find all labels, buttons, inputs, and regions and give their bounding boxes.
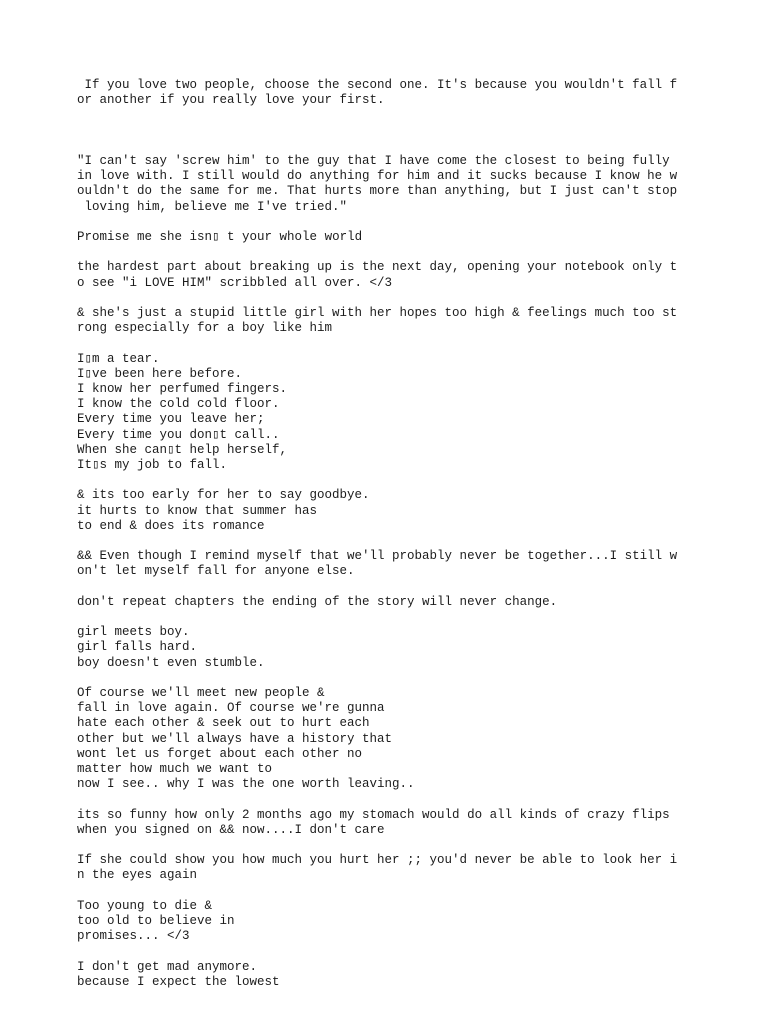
text-line: If you love two people, choose the second one. It's because you wouldn't fall f (77, 78, 678, 92)
paragraph (77, 352, 697, 474)
text-line: If she could show you how much you hurt her ;; you'd never be able to look her i (77, 853, 678, 868)
paragraph (77, 488, 697, 534)
text-line: loving him, believe me I've tried." (77, 199, 348, 214)
text-line: & its too early for her to say goodbye. (77, 488, 370, 503)
paragraph (77, 549, 697, 579)
text-line: Too young to die & (77, 898, 213, 913)
text-line: it hurts to know that summer has (77, 503, 318, 518)
text-line: to end & does its romance (77, 518, 265, 533)
paragraph (77, 260, 697, 290)
text-line: girl falls hard. (77, 640, 198, 655)
text-line: n the eyes again (77, 868, 198, 883)
text-line: Every time you leave her; (77, 412, 265, 427)
text-line: Promise me she isn▯ t your whole world (77, 230, 363, 244)
text-line: other but we'll always have a history that (77, 731, 393, 746)
text-line: promises... </3 (77, 929, 190, 944)
text-line: rong especially for a boy like him (77, 321, 333, 336)
text-line: I know the cold cold floor. (77, 397, 280, 412)
paragraph (77, 960, 697, 990)
paragraph (77, 154, 697, 215)
document-body (77, 78, 697, 1005)
paragraph (77, 853, 697, 883)
text-line: don't repeat chapters the ending of the story will never change. (77, 594, 558, 609)
paragraph (77, 808, 697, 838)
paragraph (77, 595, 697, 610)
text-line: boy doesn't even stumble. (77, 655, 265, 670)
paragraph (77, 625, 697, 671)
text-line: I▯m a tear. (77, 351, 160, 366)
text-line: or another if you really love your first. (77, 93, 385, 108)
text-line: now I see.. why I was the one worth leaving.. (77, 777, 415, 792)
text-line: because I expect the lowest (77, 974, 280, 989)
text-line: on't let myself fall for anyone else. (77, 564, 355, 579)
text-line: in love with. I still would do anything for him and it sucks because I know he w (77, 169, 678, 184)
text-line: Of course we'll meet new people & (77, 685, 325, 700)
text-line: matter how much we want to (77, 761, 273, 776)
text-line: girl meets boy. (77, 625, 190, 640)
text-line: when you signed on && now....I don't care (77, 822, 385, 837)
paragraph (77, 686, 697, 792)
text-line: I don't get mad anymore. (77, 959, 258, 974)
text-line: When she can▯t help herself, (77, 442, 288, 457)
text-line: hate each other & seek out to hurt each (77, 716, 370, 731)
text-line: && Even though I remind myself that we'll probably never be together...I still w (77, 549, 678, 564)
text-line: o see "i LOVE HIM" scribbled all over. </3 (77, 275, 393, 290)
text-line: wont let us forget about each other no (77, 746, 363, 761)
paragraph (77, 899, 697, 945)
text-line: fall in love again. Of course we're gunna (77, 701, 385, 716)
text-line: Every time you don▯t call.. (77, 427, 280, 442)
text-line: too old to believe in (77, 913, 235, 928)
text-line: "I can't say 'screw him' to the guy that I have come the closest to being fully (77, 154, 670, 168)
paragraph (77, 306, 697, 336)
paragraph (77, 78, 697, 108)
text-line: I▯ve been here before. (77, 366, 243, 381)
text-line: the hardest part about breaking up is the next day, opening your notebook only t (77, 260, 678, 275)
text-line: It▯s my job to fall. (77, 458, 228, 472)
text-line: ouldn't do the same for me. That hurts more than anything, but I just can't stop (77, 184, 678, 199)
text-line: I know her perfumed fingers. (77, 381, 288, 396)
text-line: its so funny how only 2 months ago my stomach would do all kinds of crazy flips (77, 807, 670, 822)
paragraph (77, 230, 697, 245)
text-line: & she's just a stupid little girl with her hopes too high & feelings much too st (77, 305, 678, 320)
